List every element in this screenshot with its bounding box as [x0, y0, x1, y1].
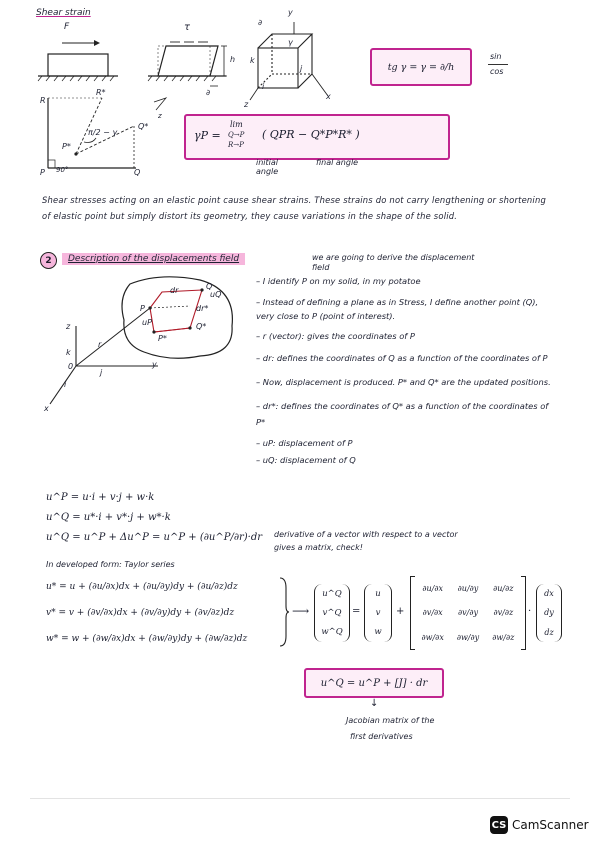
origin-label: 0	[68, 362, 74, 371]
gamma-lhs: γP =	[194, 129, 221, 142]
result-formula-box	[304, 668, 444, 698]
result-formula: u^Q = u^P + [J] · dr	[320, 677, 428, 689]
diagram-P-label: P	[140, 304, 145, 313]
axis-z-label-3: z	[66, 322, 71, 331]
cube-z-label: z	[244, 100, 249, 109]
shear-paragraph: Shear stresses acting on an elastic point cause shear strains. These strains do not carry lengthening or shortening of elastic point but simply distort its geometry, they cause variations in the shape of the solid.	[42, 195, 546, 221]
cube-k-label: k	[250, 56, 255, 65]
angle-label: π/2 − γ	[88, 128, 118, 137]
limit-sub-r: R→P	[228, 141, 244, 149]
developed-form-label: In developed form: Taylor series	[46, 560, 175, 569]
vec-right-0: dx	[544, 589, 554, 599]
diagram-dr-label: dr	[170, 286, 179, 295]
list-item: – dr*: defines the coordinates of Q* as a function of the coordinates of P*	[256, 401, 549, 427]
jacobian-matrix	[410, 576, 526, 650]
diagram-Pstar-label: P*	[158, 334, 167, 343]
diagram-Qstar-label: Q*	[196, 322, 207, 331]
cube-x-label: x	[326, 92, 331, 101]
diagram-uQ-label: uQ	[210, 290, 222, 299]
jacobian-note-line-1: Jacobian matrix of the	[346, 716, 435, 725]
point-Qstar-label: Q*	[138, 122, 149, 131]
matrix-cell: ∂v/∂z	[493, 608, 514, 618]
camscanner-text: CamScanner	[512, 818, 589, 832]
point-Pstar-label: P*	[62, 142, 71, 151]
page-divider	[30, 798, 570, 799]
cube-gamma-label: γ	[288, 38, 293, 47]
axis-k-label: k	[66, 348, 71, 357]
vec-right-1: dy	[544, 608, 554, 618]
list-item: – uP: displacement of P	[256, 438, 353, 448]
matrix-cell: ∂w/∂z	[492, 633, 515, 643]
initial-angle-note: initial angle	[256, 158, 279, 176]
angle-difference: ( QPR − Q*P*R* )	[262, 128, 360, 141]
vec-mid-0: u	[375, 588, 381, 599]
limit-operator: lim	[230, 120, 243, 129]
tangent-formula: tg γ = γ = ∂/h	[387, 61, 455, 73]
cos-label: cos	[490, 67, 504, 76]
cube-delta-label: ∂	[258, 18, 263, 27]
section-number: 2	[45, 255, 52, 266]
vec-left-2: w^Q	[321, 627, 343, 638]
right-angle-label: 90°	[56, 166, 69, 174]
matrix-cell: ∂u/∂x	[422, 583, 443, 593]
list-item: – Instead of defining a plane as in Stress, I define another point (Q), very close to P (point of interest).	[256, 297, 539, 321]
tau-label: τ	[184, 22, 191, 33]
matrix-cell: ∂v/∂x	[422, 608, 443, 618]
vector-dxdydz	[536, 584, 562, 642]
uQ-taylor-equation: u^Q = u^P + Δu^P = u^P + (∂u^P/∂r)·dr	[46, 532, 263, 543]
sin-label: sin	[490, 52, 502, 61]
axis-j-label: j	[100, 368, 103, 377]
list-item: – I identify P on my solid, in my potatoe	[256, 276, 421, 286]
shear-strain-formula-box	[184, 114, 450, 160]
final-angle-note: final angle	[316, 158, 359, 167]
vec-left-0: u^Q	[322, 588, 342, 599]
axis-z-label: z	[158, 112, 162, 120]
dot-operator: ·	[528, 606, 532, 617]
force-label: F	[64, 22, 70, 32]
cube-j-label: j	[300, 64, 303, 73]
vec-right-2: dz	[544, 627, 554, 637]
point-P-label: P	[40, 168, 45, 177]
limit-sub-q: Q→P	[228, 131, 245, 139]
vec-left-1: v^Q	[322, 607, 342, 618]
vstar-equation: v* = v + (∂v/∂x)dx + (∂v/∂y)dy + (∂v/∂z)dz	[46, 608, 235, 618]
axis-y-label-3: y	[152, 360, 157, 369]
derivative-note: derivative of a vector with respect to a vector gives a matrix, check!	[274, 530, 458, 552]
matrix-cell: ∂v/∂y	[457, 608, 478, 618]
camscanner-watermark	[490, 816, 589, 834]
matrix-cell: ∂w/∂x	[421, 633, 444, 643]
curly-brace	[278, 576, 290, 648]
jacobian-note-line-2: first derivatives	[350, 732, 413, 741]
diagram-Q-label: Q	[206, 282, 213, 291]
page-title: Shear strain	[36, 8, 91, 18]
axis-i-label: i	[64, 380, 67, 389]
vector-uvw	[364, 584, 392, 642]
height-label: h	[230, 55, 236, 64]
list-item: – uQ: displacement of Q	[256, 455, 356, 465]
equals-sign: =	[352, 606, 361, 617]
diagram-drstar-label: dr*	[196, 304, 209, 313]
vec-mid-2: w	[374, 627, 382, 638]
uP-equation: u^P = u·i + v·j + w·k	[46, 492, 155, 503]
ustar-equation: u* = u + (∂u/∂x)dx + (∂u/∂y)dy + (∂u/∂z)dz	[46, 582, 238, 592]
section-number-badge	[40, 252, 57, 269]
sin-cos-divider	[488, 64, 508, 65]
axis-x-label-3: x	[44, 404, 49, 413]
down-arrow: ↓	[370, 698, 379, 709]
point-Q-label: Q	[134, 168, 141, 177]
vector-uQ	[314, 584, 350, 642]
tangent-formula-box	[370, 48, 472, 86]
uQ-equation: u^Q = u*·i + v*·j + w*·k	[46, 512, 171, 523]
wstar-equation: w* = w + (∂w/∂x)dx + (∂w/∂y)dy + (∂w/∂z)dz	[46, 634, 248, 644]
cube-y-label: y	[288, 8, 293, 17]
displacement-label: ∂	[206, 88, 211, 97]
cube-i-label: i	[262, 82, 265, 91]
diagram-r-label: r	[98, 340, 102, 349]
plus-sign: +	[396, 606, 405, 617]
implies-arrow: ⟶	[292, 604, 310, 618]
vec-mid-1: v	[375, 607, 381, 618]
matrix-cell: ∂u/∂z	[493, 583, 514, 593]
list-item: – r (vector): gives the coordinates of P	[256, 331, 415, 341]
matrix-cell: ∂u/∂y	[457, 583, 479, 593]
section-aside: we are going to derive the displacement field	[312, 253, 475, 272]
list-item: – Now, displacement is produced. P* and Q* are the updated positions.	[256, 377, 551, 387]
list-item: – dr: defines the coordinates of Q as a function of the coordinates of P	[256, 353, 548, 363]
point-Rstar-label: R*	[96, 88, 106, 97]
section-title: Description of the displacements field	[62, 253, 245, 265]
point-R-label: R	[40, 96, 46, 105]
diagram-uP-label: uP	[142, 318, 152, 327]
camscanner-logo-icon: CS	[490, 816, 508, 834]
matrix-cell: ∂w/∂y	[456, 633, 480, 643]
bullet-list	[256, 276, 556, 466]
